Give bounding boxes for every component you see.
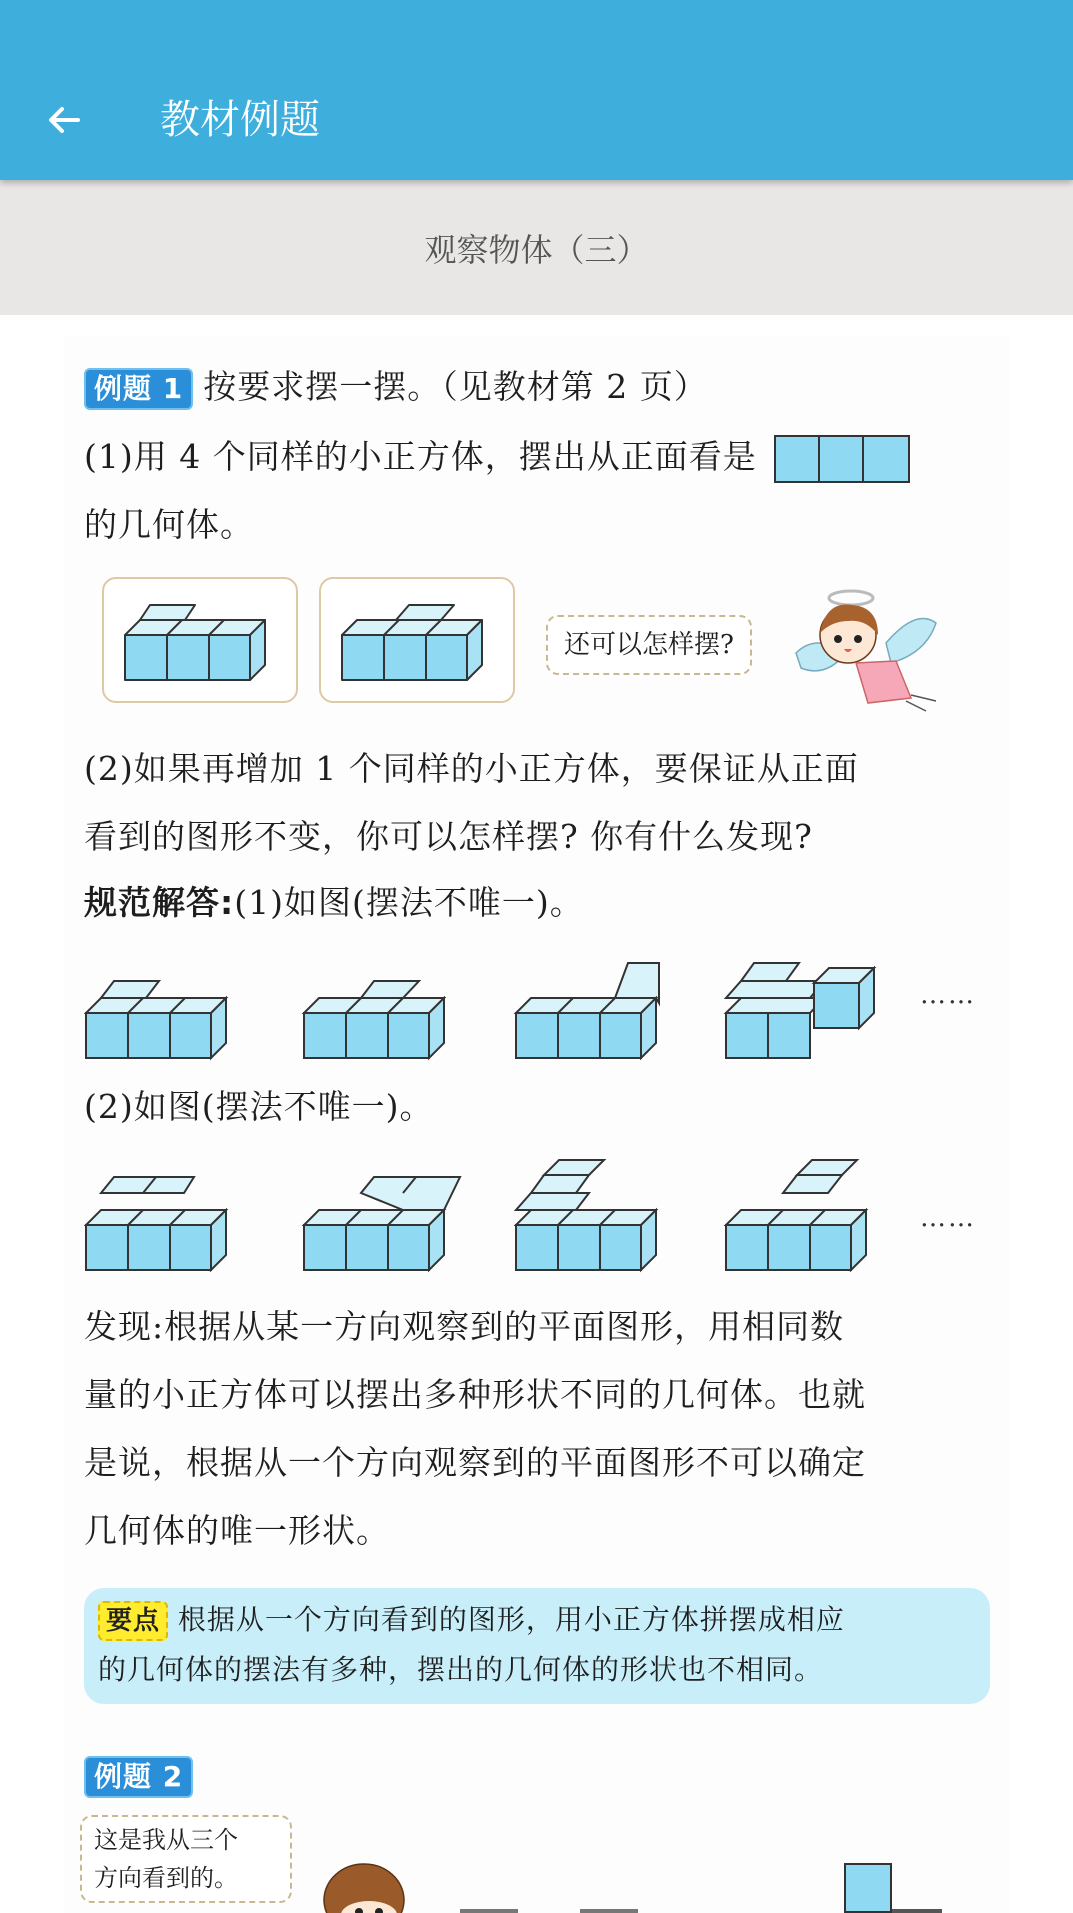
chapter-title: 观察物体（三）: [424, 230, 649, 269]
answer2-line: (2)如图(摆法不唯一)。: [84, 1087, 434, 1126]
view-figure-3: [844, 1863, 892, 1913]
boy-character-icon: [314, 1860, 414, 1913]
speech-bubble-angel: 还可以怎样摆?: [546, 615, 752, 675]
answer1-line: [84, 881, 584, 925]
example1-badge: 例题 1: [84, 368, 193, 410]
cube-arrangement-icon: [337, 595, 497, 685]
front-view-figure: [774, 435, 910, 483]
cube-arrangements-icon: [84, 955, 984, 1065]
chapter-header: [0, 180, 1073, 315]
q2-line1: (2)如果再增加 1 个同样的小正方体，要保证从正面: [84, 749, 859, 788]
speech-bubble-boy: [80, 1815, 292, 1903]
q1-text: (1)用 4 个同样的小正方体，摆出从正面看是: [84, 437, 757, 476]
ellipsis-2: ……: [920, 1203, 976, 1233]
example1-heading: 按要求摆一摆。（见教材第 2 页）: [203, 367, 708, 406]
q1-line2: 的几何体。: [84, 505, 254, 544]
keypoint-text1: 根据从一个方向看到的图形，用小正方体拼摆成相应: [177, 1603, 845, 1636]
view-figure-1: [460, 1909, 518, 1913]
angel-girl-icon: [786, 583, 956, 713]
figure-box-2: [319, 577, 515, 703]
view-figure-2: [580, 1909, 638, 1913]
view-figure-3-base: [892, 1909, 942, 1913]
answer-label: 规范解答:: [84, 883, 235, 922]
example1-heading-line: [84, 365, 708, 410]
finding-line2: 量的小正方体可以摆出多种形状不同的几何体。也就: [84, 1375, 866, 1414]
app-bar: [0, 0, 1073, 180]
keypoint-badge: 要点: [98, 1601, 168, 1641]
keypoint-line1: [98, 1598, 845, 1642]
example2-heading-line: [84, 1753, 203, 1798]
cube-arrangement-icon: [120, 595, 280, 685]
q2-line2: 看到的图形不变，你可以怎样摆? 你有什么发现?: [84, 817, 813, 856]
q1-line1: [84, 435, 910, 483]
example2-badge: 例题 2: [84, 1756, 193, 1798]
back-button[interactable]: [36, 92, 92, 148]
finding-line1: 发现:根据从某一方向观察到的平面图形，用相同数: [84, 1307, 845, 1346]
answer1-text: (1)如图(摆法不唯一)。: [234, 883, 584, 922]
answer1-figures: [84, 955, 984, 1065]
cube-arrangements-icon: [84, 1155, 984, 1275]
bubble-line2: 方向看到的。: [94, 1864, 238, 1892]
page-title: 教材例题: [160, 97, 320, 143]
keypoint-line2: 的几何体的摆法有多种，摆出的几何体的形状也不相同。: [98, 1653, 824, 1686]
bubble-line1: 这是我从三个: [94, 1826, 238, 1854]
answer2-figures: [84, 1155, 984, 1275]
textbook-page[interactable]: [64, 335, 1010, 1913]
finding-line3: 是说，根据从一个方向观察到的平面图形不可以确定: [84, 1443, 866, 1482]
figure-box-1: [102, 577, 298, 703]
finding-line4: 几何体的唯一形状。: [84, 1511, 390, 1550]
ellipsis-1: ……: [920, 980, 976, 1010]
arrow-left-icon: [44, 100, 84, 140]
keypoint-box: [84, 1588, 990, 1704]
